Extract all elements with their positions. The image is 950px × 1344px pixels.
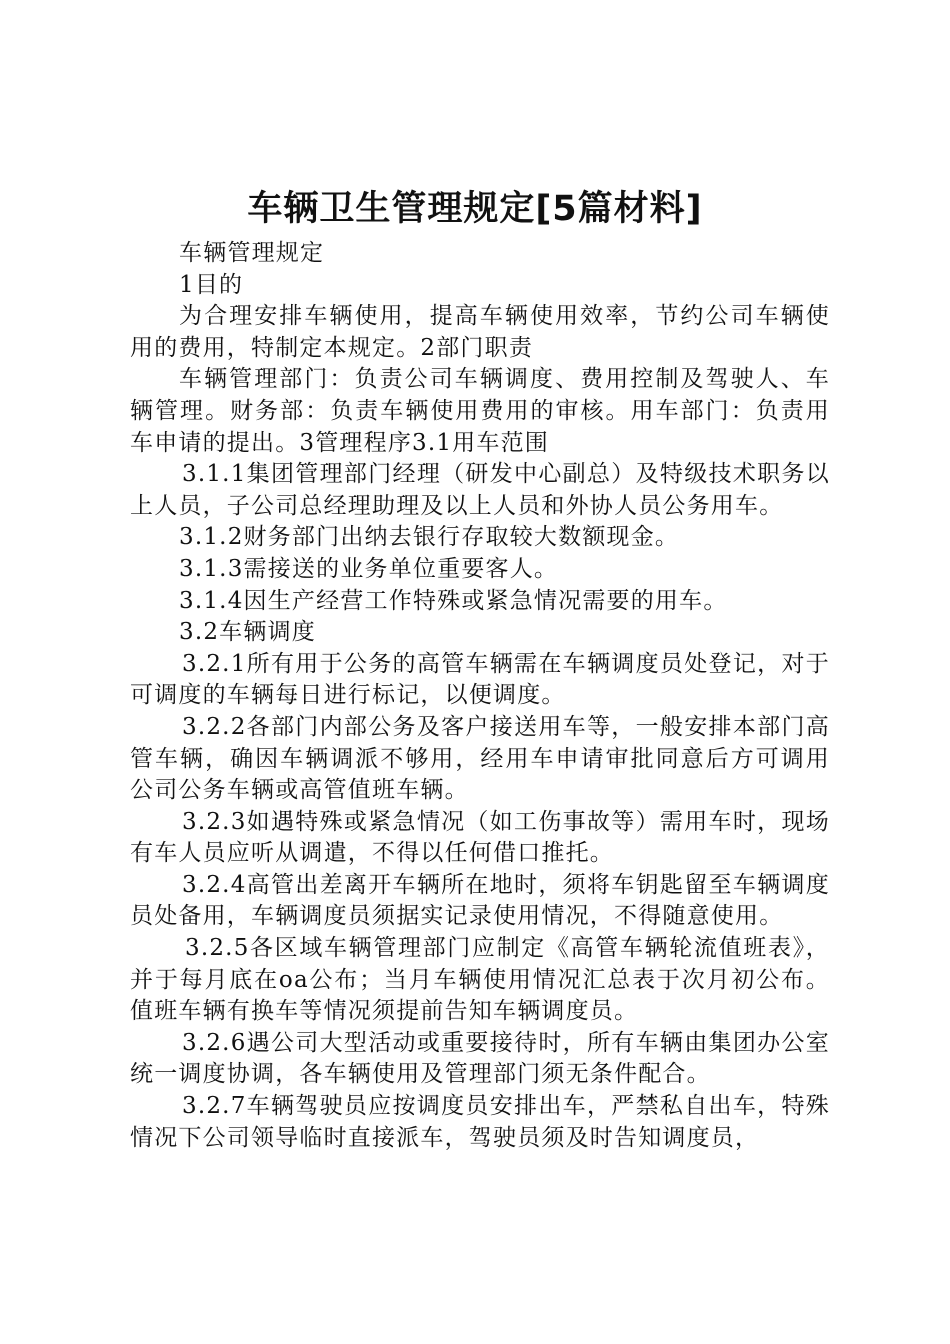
paragraph-section-1-purpose: 1目的 [179,271,244,298]
paragraph-3-1-3: 3.1.3需接送的业务单位重要客人。 [179,555,559,582]
paragraph-3-1-1: 3.1.1集团管理部门经理（研发中心副总）及特级技术职务以上人员，子公司总经理助理及以上人员和外协人员公务用车。 [130,461,830,519]
paragraph-3-2-4: 3.2.4高管出差离开车辆所在地时，须将车钥匙留至车辆调度员处备用，车辆调度员须据实记录使用情况，不得随意使用。 [130,871,830,930]
paragraph-3-2-5: 3.2.5各区域车辆管理部门应制定《高管车辆轮流值班表》，并于每月底在oa公布；当月车辆使用情况汇总表于次月初公布。值班车辆有换车等情况须提前告知车辆调度员。 [130,935,830,1025]
paragraph-3-1-2: 3.1.2财务部门出纳去银行存取较大数额现金。 [179,524,680,551]
paragraph-3-2-3: 3.2.3如遇特殊或紧急情况（如工伤事故等）需用车时，现场有车人员应听从调遣，不得以任何借口推托。 [130,808,830,867]
paragraph-3-1-4: 3.1.4因生产经营工作特殊或紧急情况需要的用车。 [179,587,728,614]
paragraph-purpose-text: 为合理安排车辆使用，提高车辆使用效率，节约公司车辆使用的费用，特制定本规定。2部门职责 [130,303,830,361]
paragraph-3-2-1: 3.2.1所有用于公务的高管车辆需在车辆调度员处登记，对于可调度的车辆每日进行标记，以便调度。 [130,650,830,709]
paragraph-3-2-6: 3.2.6遇公司大型活动或重要接待时，所有车辆由集团办公室统一调度协调，各车辆使用及管理部门须无条件配合。 [130,1029,830,1088]
paragraph-department-duties: 车辆管理部门：负责公司车辆调度、费用控制及驾驶人、车辆管理。财务部：负责车辆使用费用的审核。用车部门：负责用车申请的提出。3管理程序3.1用车范围 [130,366,830,456]
paragraph-3-2-2: 3.2.2各部门内部公务及客户接送用车等，一般安排本部门高管车辆，确因车辆调派不够用，经用车申请审批同意后方可调用公司公务车辆或高管值班车辆。 [130,713,830,804]
document-body [130,238,830,1154]
paragraph-regulation-heading: 车辆管理规定 [179,240,325,266]
paragraph-3-2-7: 3.2.7车辆驾驶员应按调度员安排出车，严禁私自出车，特殊情况下公司领导临时直接派车，驾驶员须及时告知调度员， [130,1093,830,1151]
paragraph-3-2-heading: 3.2车辆调度 [179,619,316,646]
document-title: 车辆卫生管理规定[5篇材料] [247,189,703,229]
